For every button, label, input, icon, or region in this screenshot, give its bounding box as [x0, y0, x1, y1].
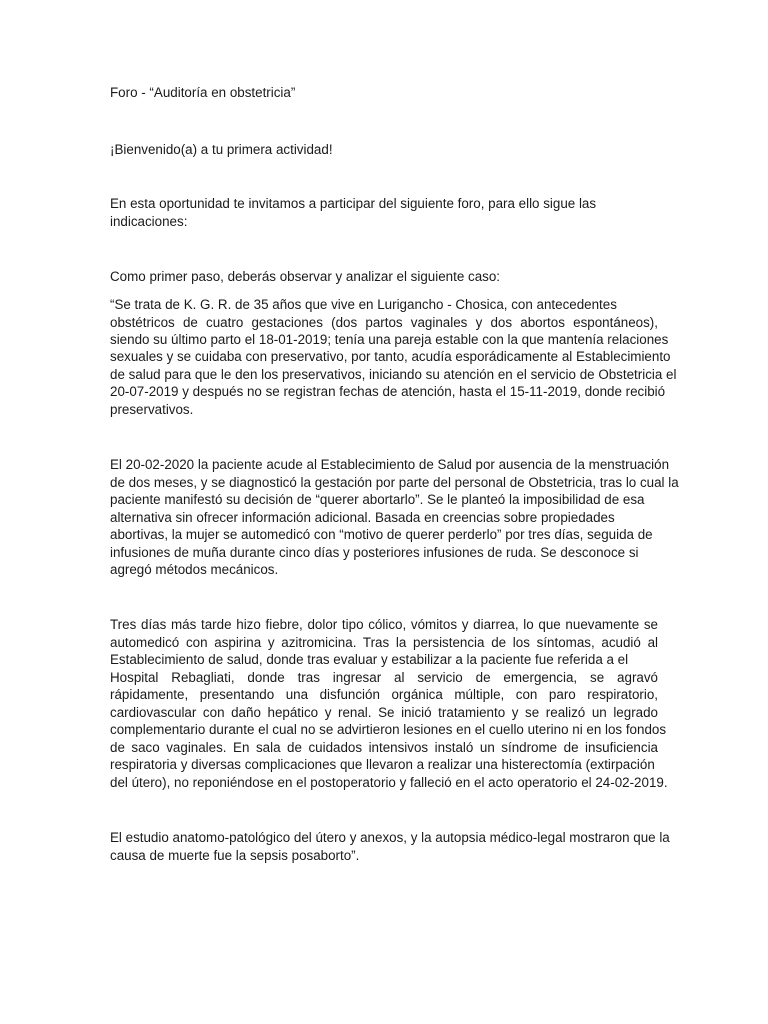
case-paragraph-1-line: siendo su último parto el 18-01-2019; tenía una pareja estable con la que mantenía relaciones	[110, 332, 669, 347]
welcome-heading: ¡Bienvenido(a) a tu primera actividad!	[110, 142, 333, 157]
case-paragraph-1-line: obstétricos de cuatro gestaciones (dos partos vaginales y dos abortos espontáneos),	[110, 315, 658, 330]
case-paragraph-2-line: infusiones de muña durante cinco días y posteriores infusiones de ruda. Se desconoce si	[110, 545, 639, 560]
document-title: Foro - “Auditoría en obstetricia”	[110, 85, 296, 100]
case-paragraph-1-line: “Se trata de K. G. R. de 35 años que vive en Lurigancho - Chosica, con antecedentes	[110, 297, 617, 312]
case-paragraph-3-line: complementario durante el cual no se advirtieron lesiones en el cuello uterino ni en los fondos	[110, 722, 667, 737]
case-paragraph-2-line: agregó métodos mecánicos.	[110, 562, 279, 577]
first-step-text: Como primer paso, deberás observar y analizar el siguiente caso:	[110, 269, 501, 284]
case-paragraph-3-line: Hospital Rebagliati, donde tras ingresar al servicio de emergencia, se agravó	[110, 670, 658, 685]
case-paragraph-3-line: cardiovascular con daño hepático y renal. Se inició tratamiento y se realizó un legrado	[110, 705, 658, 720]
case-paragraph-3-line: respiratoria y diversas complicaciones que llevaron a realizar una histerectomía (extirpación	[110, 757, 655, 772]
case-paragraph-3-line: automedicó con aspirina y azitromicina. Tras la persistencia de los síntomas, acudió al	[110, 635, 658, 650]
case-paragraph-1-line: preservativos.	[110, 402, 194, 417]
case-paragraph-4-line: causa de muerte fue la sepsis posaborto”.	[110, 848, 360, 863]
case-paragraph-2-line: de dos meses, y se diagnosticó la gestación por parte del personal de Obstetricia, tras lo cual la	[110, 475, 679, 490]
case-paragraph-3-line: rápidamente, presentando una disfunción orgánica múltiple, con paro respiratorio,	[110, 687, 658, 702]
case-paragraph-3-line: Tres días más tarde hizo fiebre, dolor tipo cólico, vómitos y diarrea, lo que nuevamente se	[110, 617, 658, 632]
case-paragraph-1-line: sexuales y se cuidaba con preservativo, por tanto, acudía esporádicamente al Establecimiento	[110, 349, 671, 364]
case-paragraph-1-line: 20-07-2019 y después no se registran fechas de atención, hasta el 15-11-2019, donde recibió	[110, 384, 666, 399]
case-paragraph-3-line: Establecimiento de salud, donde tras evaluar y estabilizar a la paciente fue referida a el	[110, 652, 629, 667]
intro-line: En esta oportunidad te invitamos a participar del siguiente foro, para ello sigue las	[110, 196, 597, 211]
case-paragraph-4-line: El estudio anatomo-patológico del útero y anexos, y la autopsia médico-legal mostraron que la	[110, 830, 670, 845]
case-paragraph-3-line: de saco vaginales. En sala de cuidados intensivos instaló un síndrome de insuficiencia	[110, 740, 658, 755]
case-paragraph-2-line: paciente manifestó su decisión de “querer abortarlo”. Se le planteó la imposibilidad de esa	[110, 492, 645, 507]
case-paragraph-2-line: El 20-02-2020 la paciente acude al Establecimiento de Salud por ausencia de la menstruación	[110, 457, 670, 472]
case-paragraph-2-line: alternativa sin ofrecer información adicional. Basada en creencias sobre propiedades	[110, 510, 615, 525]
intro-line: indicaciones:	[110, 214, 188, 229]
case-paragraph-2-line: abortivas, la mujer se automedicó con “motivo de querer perderlo” por tres días, seguida de	[110, 527, 653, 542]
case-paragraph-3-line: del útero), no reponiéndose en el postoperatorio y falleció en el acto operatorio el 24-02-2019.	[110, 775, 668, 790]
case-paragraph-1-line: de salud para que le den los preservativos, iniciando su atención en el servicio de Obstetricia el	[110, 367, 677, 382]
